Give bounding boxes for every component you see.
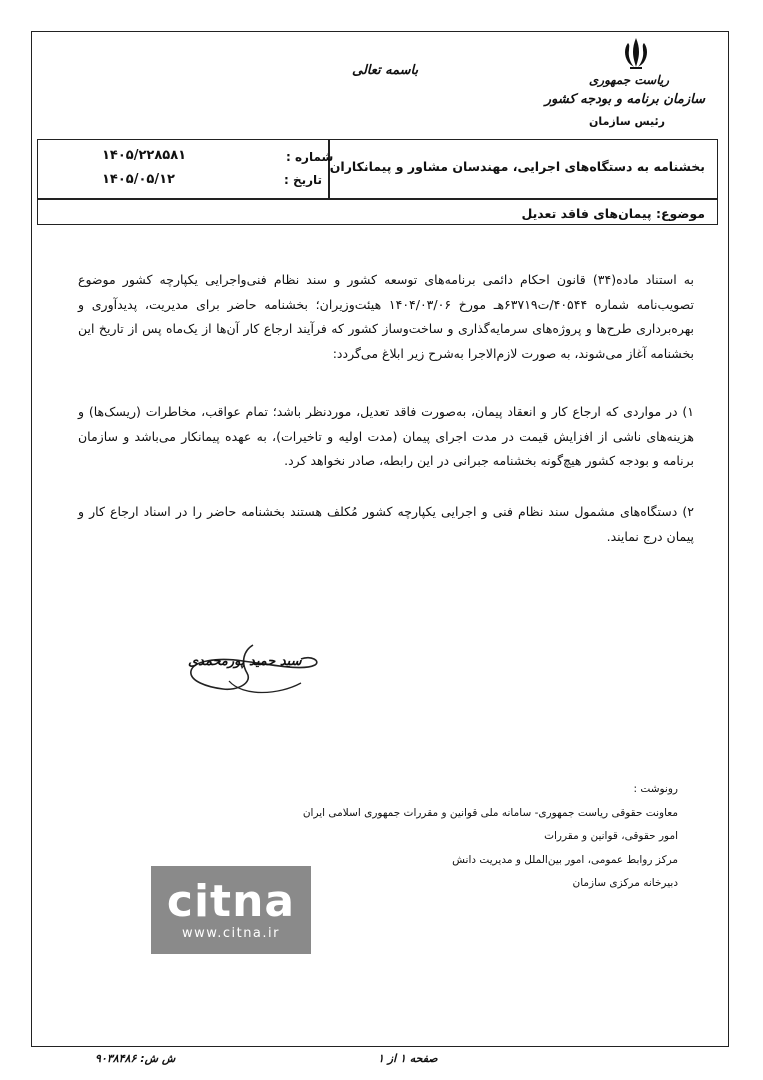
citna-logo: citna [166, 876, 296, 927]
citna-watermark [151, 866, 311, 954]
cc-item: دبیرخانه مرکزی سازمان [572, 877, 678, 889]
cc-item: معاونت حقوقی ریاست جمهوری- سامانه ملی قوانین و مقررات جمهوری اسلامی ایران [302, 806, 678, 819]
subject-line: موضوع: پیمان‌های فاقد تعدیل [521, 206, 705, 221]
clause-1: ۱) در مواردی که ارجاع کار و انعقاد پیمان، به‌صورت فاقد تعدیل، موردنظر باشد؛ تمام عواقب، مخاطرات (ریسک‌ها) و هزینه‌های ناشی از افزایش قیمت در مدت اجرای پیمان (مدت اولیه و تاخیرات)، به عهده پیمانکار می‌باشد و سازمان برنامه و بودجه کشور هیچ‌گونه بخشنامه جبرانی در این رابطه، صادر نخواهد کرد. [78, 404, 694, 468]
cc-list [303, 778, 678, 896]
citna-url: www.citna.ir [182, 926, 280, 941]
cc-item: امور حقوقی، قوانین و مقررات [544, 830, 678, 842]
org-line-head: رئیس سازمان [589, 115, 665, 128]
date-label: تاریخ : [284, 173, 323, 187]
footer-page-number: صفحه ۱ از ۱ [378, 1052, 438, 1065]
org-line-organization: سازمان برنامه و بودجه کشور [544, 92, 705, 107]
recipients-line: بخشنامه به دستگاه‌های اجرایی، مهندسان مشاور و پیمانکاران [329, 159, 705, 174]
signature-scribble [183, 641, 323, 699]
invocation-text: باسمه تعالی [352, 63, 419, 78]
number-label: شماره : [286, 150, 334, 164]
info-divider-horizontal [38, 198, 717, 200]
iran-emblem-icon [618, 35, 654, 71]
date-value: ۱۴۰۵/۰۵/۱۲ [102, 172, 175, 187]
signatory-name: سید حمید پورمحمدی [188, 654, 302, 669]
clause-2: ۲) دستگاه‌های مشمول سند نظام فنی و اجرایی یکپارچه کشور مُکلف هستند بخشنامه حاضر را در اسناد ارجاع کار و پیمان درج نمایند. [78, 504, 694, 544]
number-value: ۱۴۰۵/۲۲۸۵۸۱ [102, 148, 187, 163]
org-line-presidency: ریاست جمهوری [588, 73, 669, 87]
letter-info-box [37, 139, 718, 225]
intro-paragraph: به استناد ماده(۳۴) قانون احکام دائمی برنامه‌های توسعه کشور و سند نظام فنی‌واجرایی یکپارچه کشور موضوع تصویب‌نامه شماره ۴۰۵۴۴/ت۶۳۷۱۹هـ مورخ ۱۴۰۴/۰۳/۰۶ هیئت‌وزیران؛ بخشنامه حاضر برای مدیریت، پدیدآوری و بهره‌برداری طرح‌ها و پروژه‌های سرمایه‌گذاری و ساخت‌وساز کشور که فرآیند ارجاع کار آن‌ها از یک‌ماه پس از تاریخ این بخشنامه آغاز می‌شوند، به صورت لازم‌الاجرا به‌شرح زیر ابلاغ می‌گردد: [78, 272, 694, 361]
cc-item: مرکز روابط عمومی، امور بین‌الملل و مدیریت دانش [452, 853, 678, 866]
cc-label: رونوشت : [633, 783, 678, 795]
footer-document-code: ش ش: ۹۰۳۸۴۸۶ [95, 1052, 176, 1065]
